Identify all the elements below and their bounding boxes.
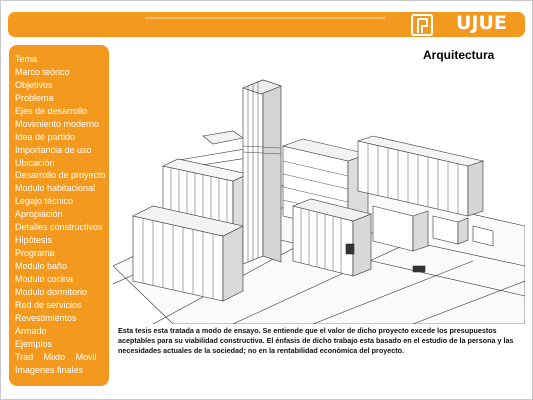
- sidebar-item-marco-teorico[interactable]: Marco teórico: [15, 66, 70, 77]
- sidebar-item-detalles-constructivos[interactable]: Detalles constructivos: [15, 222, 103, 233]
- sidebar-item-ejes-de-desarrollo[interactable]: Ejes de desarrollo: [15, 105, 88, 116]
- logo-mark-icon: [411, 14, 433, 36]
- sidebar-item-apropiacion[interactable]: Apropiación: [15, 209, 63, 220]
- header-bar: [8, 12, 525, 37]
- sidebar-item-idea-de-partido[interactable]: Idea de partido: [15, 131, 76, 142]
- sidebar-item-revestimientos[interactable]: Revestimientos: [15, 312, 77, 323]
- sidebar-item-armado[interactable]: Armado: [15, 325, 47, 336]
- sidebar-item-hipotesis[interactable]: Hipótesis: [15, 235, 53, 246]
- sidebar-item-movimiento-moderno[interactable]: Movimiento moderno: [15, 118, 100, 129]
- sidebar-item-modulo-habitacional[interactable]: Modulo habitacional: [15, 183, 96, 194]
- sidebar-item-desarrollo-de-proyecto[interactable]: Desarrollo de proyecto: [15, 170, 106, 181]
- sidebar-item-importancia-de-uso[interactable]: Importancia de uso: [15, 144, 92, 155]
- brand-logo: UJUE: [456, 12, 507, 34]
- description-caption: Esta tesis esta tratada a modo de ensayo. Se entiende que el valor de dicho proyecto excede los presupuestos aceptables para su viabilidad constructiva. El énfasis de dicho trabajo esta basado en el estudio de la persona y las necesidades actuales de la sociedad; no en la rentabilidad económica del proyecto.: [118, 326, 514, 355]
- architecture-render: [113, 66, 525, 324]
- sidebar-item-legajo-tecnico[interactable]: Legajo técnico: [15, 196, 74, 207]
- sidebar-item-ubicacion[interactable]: Ubicación: [15, 157, 55, 168]
- page-title: Arquitectura: [423, 48, 495, 62]
- sidebar-item-red-de-servicios[interactable]: Red de servicios: [15, 299, 82, 310]
- sidebar-item-modulo-bano[interactable]: Modulo baño: [15, 261, 68, 271]
- sidebar-item-tema[interactable]: Tema: [15, 54, 38, 64]
- sidebar-item-imagenes-finales[interactable]: Imagenes finales: [15, 364, 84, 375]
- sidebar-item-trad-mixto-movil[interactable]: Trad Mixto Movil: [15, 351, 97, 362]
- sidebar-item-objetivos[interactable]: Objetivos: [15, 79, 53, 90]
- sidebar-item-ejemplos[interactable]: Ejemplos: [15, 338, 53, 349]
- sidebar-item-programa[interactable]: Programa: [15, 248, 55, 259]
- sidebar-item-modulo-dormitorio[interactable]: Modulo dormitorio: [15, 286, 88, 297]
- sidebar-item-modulo-cocina[interactable]: Modulo cocina: [15, 273, 74, 284]
- sidebar-menu: [9, 45, 109, 386]
- sidebar-item-problema[interactable]: Problema: [15, 92, 54, 103]
